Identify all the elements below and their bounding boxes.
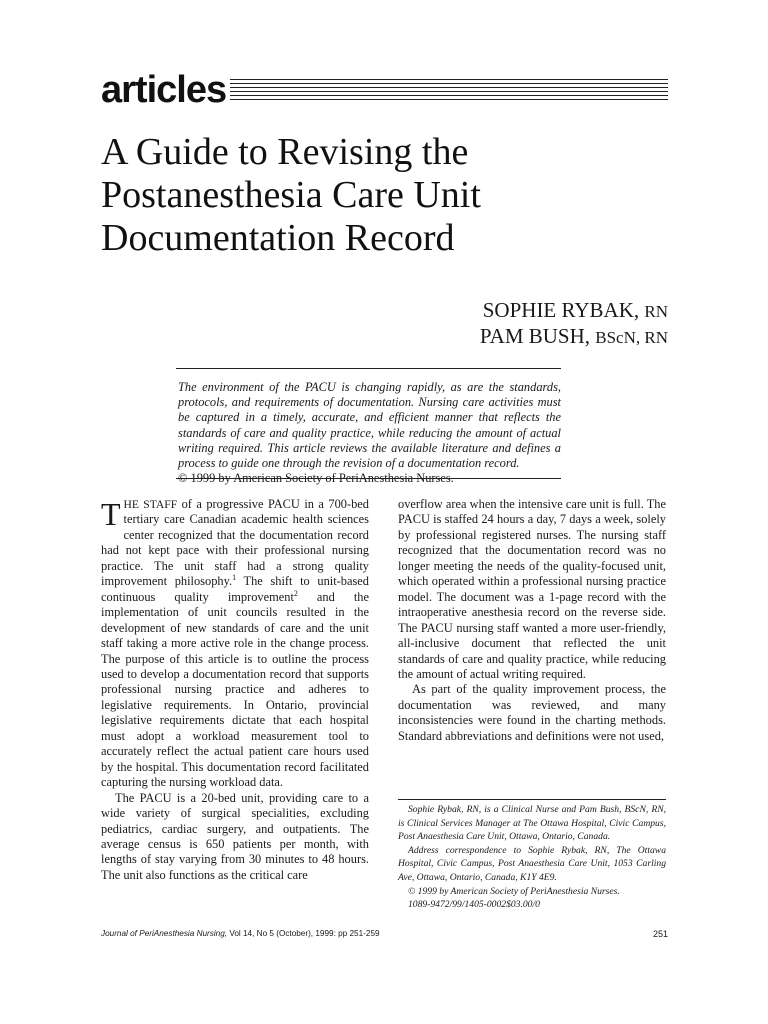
body-paragraph-2: The PACU is a 20-bed unit, providing care to a wide variety of surgical specialities, excluding pediatrics, cardiac surgery, and outpatients. The average census is 650 patients per month, with lengths of stay varying from 30 minutes to 48 hours. The unit also functions as the critical care [101,790,369,882]
author-name: PAM BUSH, [479,324,591,348]
author-credentials: RN [644,302,668,321]
body-paragraph-4: As part of the quality improvement process, the documentation was reviewed, and many inconsistencies were found in the charting methods. Standard abbreviations and definitions were not used, [398,682,666,743]
lead-in-caps: HE STAFF [123,498,178,511]
issue-citation: Vol 14, No 5 (October), 1999: pp 251-259 [227,929,380,938]
drop-cap: T [101,496,121,532]
reference-1: 1 [232,573,237,583]
author-sophie-rybak [300,298,668,324]
author-block [300,298,668,350]
body-text: The shift to unit-based continuous quality improvement [101,574,369,604]
author-footnote [398,803,666,912]
journal-name: Journal of PeriAnesthesia Nursing, [101,929,228,938]
footnote-doi: 1089-9472/99/1405-0002$03.00/0 [408,899,540,911]
body-paragraph-3: overflow area when the intensive care unit is full. The PACU is staffed 24 hours a day, 7 days a week, solely by professional registered nurses. The nursing staff recognized that the documentation record was no longer meeting the needs of the quality-focused unit, which operated within a professional nursing practice model. The document was a 1-page record with the intraoperative anesthesia record on the reverse side. The PACU nursing staff wanted a more user-friendly, all-inclusive document that reflected the unit standards of care and quality practice, while reducing the amount of actual writing required. [398,497,666,681]
section-label: articles [101,70,230,110]
journal-citation [101,927,380,941]
body-column-right [398,497,666,744]
abstract-text: The environment of the PACU is changing rapidly, as are the standards, protocols, and requirements of documentation. Nursing care activities must be captured in a timely, accurate, and efficient manner that reflects the standards of care and quality practice, while reducing the amount of actual writing required. This article reviews the available literature and defines a process to guide one through the revision of a documentation record. [178,380,561,471]
abstract-bottom-rule [176,478,561,479]
author-name: SOPHIE RYBAK, [482,298,640,322]
footnote-correspondence: Address correspondence to Sophie Rybak, RN, The Ottawa Hospital, Civic Campus, Post Anaesthesia Care Unit, 1053 Carling Ave, Ottawa, Ontario, Canada, K1Y 4E9. [398,844,666,883]
body-text: and the implementation of unit councils resulted in the development of new standards of care and the unit staff taking a more active role in the change process. The purpose of this article is to outline the process used to develop a documentation record that supports professional nursing practice and adheres to legislative requirements. In Ontario, provincial legislative requirements dictate that each hospital must adopt a workload measurement tool to accurately reflect the actual patient care hours used by the hospital. This documentation record facilitated capturing the nursing workload data. [101,589,369,790]
section-header [101,70,668,110]
abstract-top-rule [176,368,561,369]
abstract [178,380,561,486]
author-pam-bush [300,324,668,350]
footnote-rule [398,799,666,800]
body-text: of a progressive PACU in a 700-bed tertiary care Canadian academic health sciences center recognized that the documentation record had not kept pace with their professional nursing practice. The unit staff had a strong quality improvement philosophy. [101,497,369,589]
footnote-copyright: © 1999 by American Society of PeriAnesthesia Nurses. [408,885,620,897]
footnote-affiliation: Sophie Rybak, RN, is a Clinical Nurse and Pam Bush, BScN, RN, is Clinical Services Manager at The Ottawa Hospital, Civic Campus, Post Anaesthesia Care Unit, Ottawa, Ontario, Canada. [398,804,666,843]
page-number: 251 [652,929,668,939]
reference-2: 2 [293,588,298,598]
article-title: A Guide to Revising the Postanesthesia Care Unit Documentation Record [101,131,481,259]
body-column-left [101,497,369,883]
body-paragraph-1 [101,497,369,791]
running-footer [101,927,668,941]
abstract-copyright: © 1999 by American Society of PeriAnesthesia Nurses. [178,471,454,486]
author-credentials: BScN, RN [595,328,668,347]
